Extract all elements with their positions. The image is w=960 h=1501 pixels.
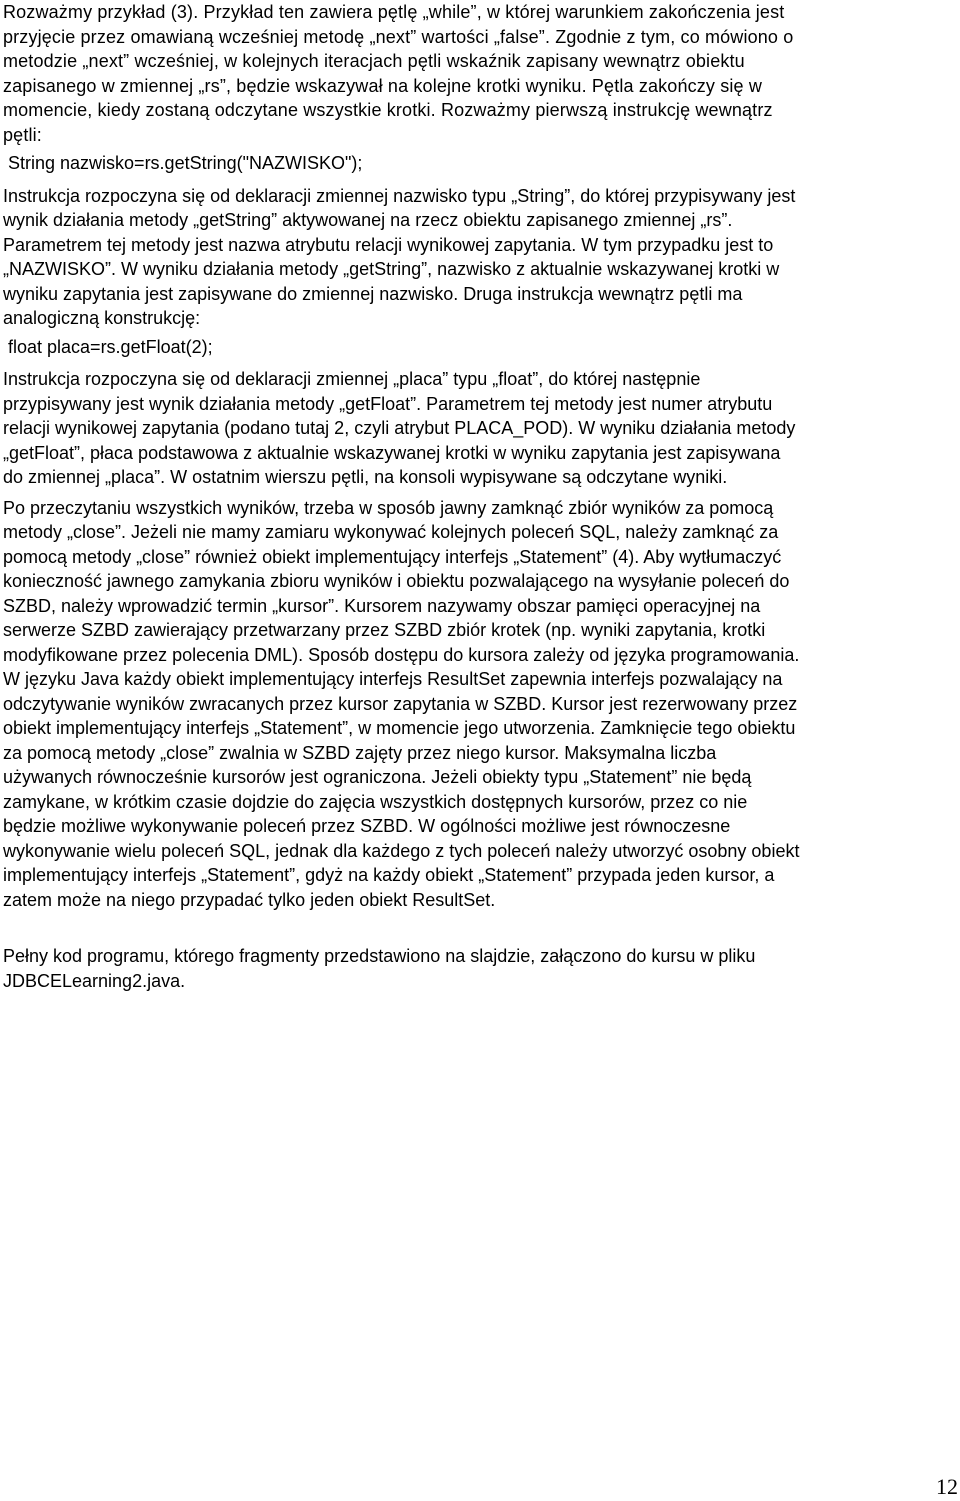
closing-paragraph: Pełny kod programu, którego fragmenty przedstawiono na slajdzie, załączono do kursu w pliku JDBCELearning2.java.: [3, 946, 756, 991]
document-page: [3, 0, 803, 993]
code-line-getfloat: float placa=rs.getFloat(2);: [8, 336, 213, 357]
cursor-paragraph: Po przeczytaniu wszystkich wyników, trzeba w sposób jawny zamknąć zbiór wyników za pomocą metody „close”. Jeżeli nie mamy zamiaru wykonywać kolejnych poleceń SQL, należy zamknąć za pomocą metody „close” również obiekt implementujący interfejs „Statement” (4). Aby wytłumaczyć konieczność jawnego zamykania zbioru wyników i obiektu pozwalającego na wysyłanie poleceń do SZBD, należy wprowadzić termin „kursor”. Kursorem nazywamy obszar pamięci operacyjnej na serwerze SZBD zawierający przetwarzany przez SZBD zbiór krotek (np. wyniki zapytania, krotki modyfikowane przez polecenia DML). Sposób dostępu do kursora zależy od języka programowania. W języku Java każdy obiekt implementujący interfejs ResultSet zapewnia interfejs pozwalający na odczytywanie wyników zwracanych przez kursor zapytania w SZBD. Kursor jest rezerwowany przez obiekt implementujący interfejs „Statement”, w momencie jego utworzenia. Zamknięcie tego obiektu za pomocą metody „close” zwalnia w SZBD zajęty przez niego kursor. Maksymalna liczba używanych równocześnie kursorów jest ograniczona. Jeżeli obiekty typu „Statement” nie będą zamykane, w krótkim czasie dojdzie do zajęcia wszystkich dostępnych kursorów, przez co nie będzie możliwe wykonywanie poleceń przez SZBD. W ogólności możliwe jest równoczesne wykonywanie wielu poleceń SQL, jednak dla każdego z tych poleceń należy utworzyć osobny obiekt implementujący interfejs „Statement”, gdyż na każdy obiekt „Statement” przypada jeden kursor, a zatem może na niego przypadać tylko jeden obiekt ResultSet.: [3, 497, 800, 910]
explanation-getstring-paragraph: Instrukcja rozpoczyna się od deklaracji zmiennej nazwisko typu „String”, do której przypisywany jest wynik działania metody „getString” aktywowanej na rzecz obiektu zapisanego zmiennej „rs”. Parametrem tej metody jest nazwa atrybutu relacji wynikowej zapytania. W tym przypadku jest to „NAZWISKO”. W wyniku działania metody „getString”, nazwisko z aktualnie wskazywanej krotki w wyniku zapytania jest zapisywane do zmiennej nazwisko. Druga instrukcja wewnątrz pętli ma analogiczną konstrukcję:: [3, 185, 796, 328]
code-line-getstring: String nazwisko=rs.getString("NAZWISKO");: [8, 153, 363, 173]
intro-paragraph: Rozważmy przykład (3). Przykład ten zawiera pętlę „while”, w której warunkiem zakończenia jest przyjęcie przez omawianą wcześniej metodę „next” wartości „false”. Zgodnie z tym, co mówiono o metodzie „next” wcześniej, w kolejnych iteracjach pętli wskaźnik zapisany wewnątrz obiektu zapisanego w zmiennej „rs”, będzie wskazywał na kolejne krotki wyniku. Pętla zakończy się w momencie, kiedy zostaną odczytane wszystkie krotki. Rozważmy pierwszą instrukcję wewnątrz pętli:: [3, 2, 794, 145]
page-number: 12: [936, 1473, 958, 1499]
explanation-getfloat-paragraph: Instrukcja rozpoczyna się od deklaracji zmiennej „placa” typu „float”, do której następnie przypisywany jest wynik działania metody „getFloat”. Parametrem tej metody jest numer atrybutu relacji wynikowej zapytania (podano tutaj 2, czyli atrybut PLACA_POD). W wyniku działania metody „getFloat”, płaca podstawowa z aktualnie wskazywanej krotki w wyniku zapytania jest zapisywana do zmiennej „placa”. W ostatnim wierszu pętli, na konsoli wypisywane są odczytane wyniki.: [3, 369, 796, 487]
